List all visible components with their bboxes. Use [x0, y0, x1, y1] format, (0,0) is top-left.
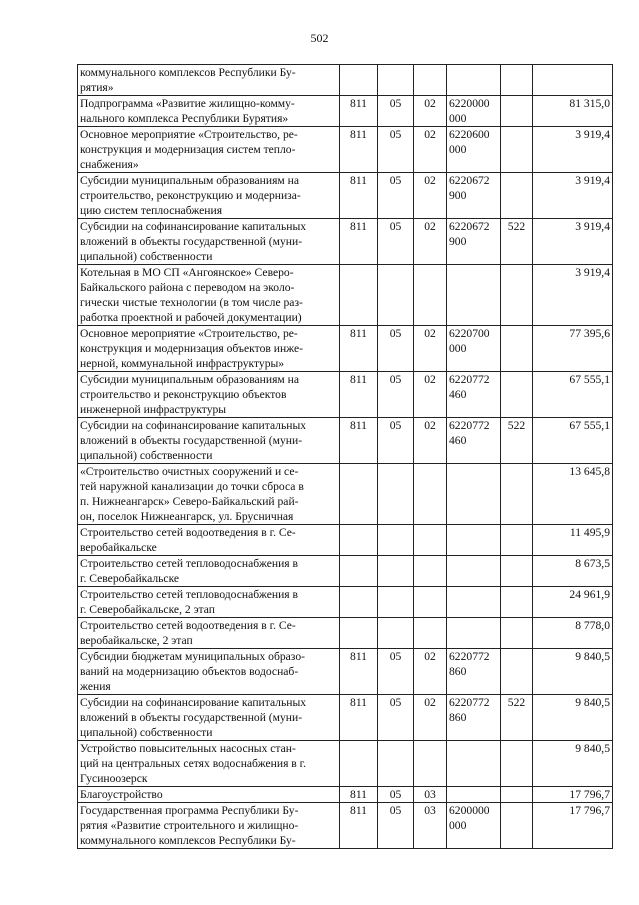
- row-expense-type-cell: [501, 326, 533, 372]
- row-section-cell: [378, 65, 414, 96]
- row-grbs-cell: 811: [340, 418, 378, 464]
- row-section-cell: 05: [378, 127, 414, 173]
- row-target-article-cell: 6220672 900: [447, 173, 501, 219]
- row-section-cell: 05: [378, 803, 414, 849]
- row-target-article-cell: 6220672 900: [447, 219, 501, 265]
- row-expense-type-cell: [501, 618, 533, 649]
- row-grbs-cell: [340, 618, 378, 649]
- row-expense-type-cell: [501, 787, 533, 803]
- row-target-article-cell: [447, 265, 501, 326]
- row-amount-cell: 13 645,8: [533, 464, 613, 525]
- row-target-article-cell: 6220772 860: [447, 695, 501, 741]
- row-name-cell: Основное мероприятие «Строительство, ре- конструкция и модернизация систем тепло- снабжения»: [78, 127, 340, 173]
- row-subsection-cell: 02: [414, 326, 447, 372]
- row-section-cell: 05: [378, 695, 414, 741]
- row-amount-cell: 67 555,1: [533, 418, 613, 464]
- row-amount-cell: 9 840,5: [533, 741, 613, 787]
- row-amount-cell: 67 555,1: [533, 372, 613, 418]
- row-name-cell: Субсидии муниципальным образованиям на строительство и реконструкцию объектов инженерной инфраструктуры: [78, 372, 340, 418]
- row-name-cell: Строительство сетей водоотведения в г. Се- веробайкальске, 2 этап: [78, 618, 340, 649]
- row-section-cell: [378, 464, 414, 525]
- row-amount-cell: 8 673,5: [533, 556, 613, 587]
- row-grbs-cell: 811: [340, 649, 378, 695]
- row-amount-cell: 17 796,7: [533, 803, 613, 849]
- row-target-article-cell: [447, 65, 501, 96]
- row-name-cell: Субсидии бюджетам муниципальных образо- ваний на модернизацию объектов водоснаб- жения: [78, 649, 340, 695]
- row-target-article-cell: [447, 787, 501, 803]
- row-target-article-cell: [447, 587, 501, 618]
- row-subsection-cell: 02: [414, 649, 447, 695]
- row-amount-cell: 17 796,7: [533, 787, 613, 803]
- table-row: [78, 219, 613, 265]
- table-row: [78, 525, 613, 556]
- row-name-cell: «Строительство очистных сооружений и се- тей наружной канализации до точки сброса в п. Нижнеангарск» Северо-Байкальский рай- он, поселок Нижнеангарск, ул. Брусничная: [78, 464, 340, 525]
- table-row: [78, 265, 613, 326]
- row-subsection-cell: 02: [414, 96, 447, 127]
- row-amount-cell: 3 919,4: [533, 219, 613, 265]
- row-expense-type-cell: [501, 803, 533, 849]
- table-row: [78, 65, 613, 96]
- row-grbs-cell: [340, 464, 378, 525]
- row-subsection-cell: 03: [414, 787, 447, 803]
- row-name-cell: Благоустройство: [78, 787, 340, 803]
- row-amount-cell: 9 840,5: [533, 649, 613, 695]
- row-grbs-cell: 811: [340, 127, 378, 173]
- row-name-cell: Субсидии на софинансирование капитальных вложений в объекты государственной (муни- ципальной) собственности: [78, 418, 340, 464]
- row-target-article-cell: [447, 556, 501, 587]
- table-row: [78, 326, 613, 372]
- row-amount-cell: 3 919,4: [533, 173, 613, 219]
- row-subsection-cell: [414, 65, 447, 96]
- budget-table-body: [78, 65, 613, 849]
- row-name-cell: Котельная в МО СП «Ангоянское» Северо- Байкальского района с переводом на эколо- гически чистые технологии (в том числе раз- работка проектной и рабочей документации): [78, 265, 340, 326]
- row-target-article-cell: [447, 464, 501, 525]
- budget-table: [77, 64, 613, 849]
- row-subsection-cell: [414, 556, 447, 587]
- row-expense-type-cell: [501, 649, 533, 695]
- row-amount-cell: 9 840,5: [533, 695, 613, 741]
- table-row: [78, 173, 613, 219]
- row-subsection-cell: 02: [414, 695, 447, 741]
- table-row: [78, 741, 613, 787]
- row-subsection-cell: [414, 587, 447, 618]
- row-name-cell: Субсидии муниципальным образованиям на строительство, реконструкцию и модерниза- цию систем теплоснабжения: [78, 173, 340, 219]
- row-section-cell: [378, 587, 414, 618]
- row-target-article-cell: 6220772 860: [447, 649, 501, 695]
- row-section-cell: 05: [378, 173, 414, 219]
- row-target-article-cell: 6220000 000: [447, 96, 501, 127]
- row-expense-type-cell: [501, 587, 533, 618]
- row-grbs-cell: 811: [340, 219, 378, 265]
- row-grbs-cell: [340, 556, 378, 587]
- row-section-cell: 05: [378, 96, 414, 127]
- row-name-cell: Строительство сетей водоотведения в г. Се- веробайкальске: [78, 525, 340, 556]
- row-amount-cell: 3 919,4: [533, 127, 613, 173]
- table-row: [78, 464, 613, 525]
- row-name-cell: Строительство сетей тепловодоснабжения в г. Северобайкальске: [78, 556, 340, 587]
- row-section-cell: [378, 525, 414, 556]
- row-grbs-cell: 811: [340, 326, 378, 372]
- table-row: [78, 372, 613, 418]
- row-target-article-cell: 6220772 460: [447, 372, 501, 418]
- row-subsection-cell: 03: [414, 803, 447, 849]
- row-section-cell: [378, 556, 414, 587]
- row-grbs-cell: [340, 265, 378, 326]
- row-subsection-cell: [414, 741, 447, 787]
- row-name-cell: коммунального комплексов Республики Бу- рятия»: [78, 65, 340, 96]
- row-subsection-cell: 02: [414, 418, 447, 464]
- row-target-article-cell: [447, 741, 501, 787]
- row-expense-type-cell: 522: [501, 418, 533, 464]
- row-subsection-cell: 02: [414, 173, 447, 219]
- row-amount-cell: 24 961,9: [533, 587, 613, 618]
- row-expense-type-cell: [501, 741, 533, 787]
- table-row: [78, 787, 613, 803]
- row-target-article-cell: 6220700 000: [447, 326, 501, 372]
- page-number: 502: [310, 31, 329, 45]
- row-expense-type-cell: 522: [501, 219, 533, 265]
- row-grbs-cell: 811: [340, 173, 378, 219]
- row-grbs-cell: 811: [340, 695, 378, 741]
- row-name-cell: Основное мероприятие «Строительство, ре- конструкция и модернизация объектов инже- нерной, коммунальной инфраструктуры»: [78, 326, 340, 372]
- row-subsection-cell: 02: [414, 127, 447, 173]
- row-name-cell: Устройство повысительных насосных стан- ций на центральных сетях водоснабжения в г. Гусиноозерск: [78, 741, 340, 787]
- row-expense-type-cell: 522: [501, 695, 533, 741]
- table-row: [78, 587, 613, 618]
- table-row: [78, 556, 613, 587]
- row-target-article-cell: 6200000 000: [447, 803, 501, 849]
- row-expense-type-cell: [501, 173, 533, 219]
- row-section-cell: 05: [378, 787, 414, 803]
- row-amount-cell: [533, 65, 613, 96]
- row-grbs-cell: [340, 525, 378, 556]
- table-row: [78, 618, 613, 649]
- row-grbs-cell: 811: [340, 372, 378, 418]
- row-expense-type-cell: [501, 464, 533, 525]
- row-section-cell: 05: [378, 372, 414, 418]
- row-subsection-cell: 02: [414, 219, 447, 265]
- row-grbs-cell: [340, 741, 378, 787]
- row-section-cell: [378, 265, 414, 326]
- row-subsection-cell: [414, 464, 447, 525]
- row-section-cell: 05: [378, 649, 414, 695]
- table-row: [78, 127, 613, 173]
- row-grbs-cell: [340, 587, 378, 618]
- row-section-cell: 05: [378, 418, 414, 464]
- row-expense-type-cell: [501, 65, 533, 96]
- row-grbs-cell: 811: [340, 96, 378, 127]
- row-name-cell: Подпрограмма «Развитие жилищно-комму- нального комплекса Республики Бурятия»: [78, 96, 340, 127]
- row-amount-cell: 8 778,0: [533, 618, 613, 649]
- row-expense-type-cell: [501, 556, 533, 587]
- row-subsection-cell: 02: [414, 372, 447, 418]
- row-amount-cell: 81 315,0: [533, 96, 613, 127]
- table-row: [78, 649, 613, 695]
- row-section-cell: [378, 741, 414, 787]
- row-target-article-cell: [447, 525, 501, 556]
- table-row: [78, 96, 613, 127]
- row-subsection-cell: [414, 525, 447, 556]
- row-expense-type-cell: [501, 372, 533, 418]
- row-amount-cell: 3 919,4: [533, 265, 613, 326]
- row-expense-type-cell: [501, 525, 533, 556]
- row-section-cell: 05: [378, 219, 414, 265]
- row-name-cell: Строительство сетей тепловодоснабжения в г. Северобайкальске, 2 этап: [78, 587, 340, 618]
- row-target-article-cell: [447, 618, 501, 649]
- row-section-cell: [378, 618, 414, 649]
- row-grbs-cell: [340, 65, 378, 96]
- row-amount-cell: 11 495,9: [533, 525, 613, 556]
- row-name-cell: Субсидии на софинансирование капитальных вложений в объекты государственной (муни- ципальной) собственности: [78, 695, 340, 741]
- row-expense-type-cell: [501, 96, 533, 127]
- row-subsection-cell: [414, 265, 447, 326]
- table-row: [78, 695, 613, 741]
- row-expense-type-cell: [501, 127, 533, 173]
- row-target-article-cell: 6220600 000: [447, 127, 501, 173]
- row-grbs-cell: 811: [340, 787, 378, 803]
- row-expense-type-cell: [501, 265, 533, 326]
- row-section-cell: 05: [378, 326, 414, 372]
- row-name-cell: Субсидии на софинансирование капитальных вложений в объекты государственной (муни- ципальной) собственности: [78, 219, 340, 265]
- row-subsection-cell: [414, 618, 447, 649]
- row-grbs-cell: 811: [340, 803, 378, 849]
- row-amount-cell: 77 395,6: [533, 326, 613, 372]
- table-row: [78, 418, 613, 464]
- row-target-article-cell: 6220772 460: [447, 418, 501, 464]
- table-row: [78, 803, 613, 849]
- row-name-cell: Государственная программа Республики Бу- рятия «Развитие строительного и жилищно- коммунального комплексов Республики Бу-: [78, 803, 340, 849]
